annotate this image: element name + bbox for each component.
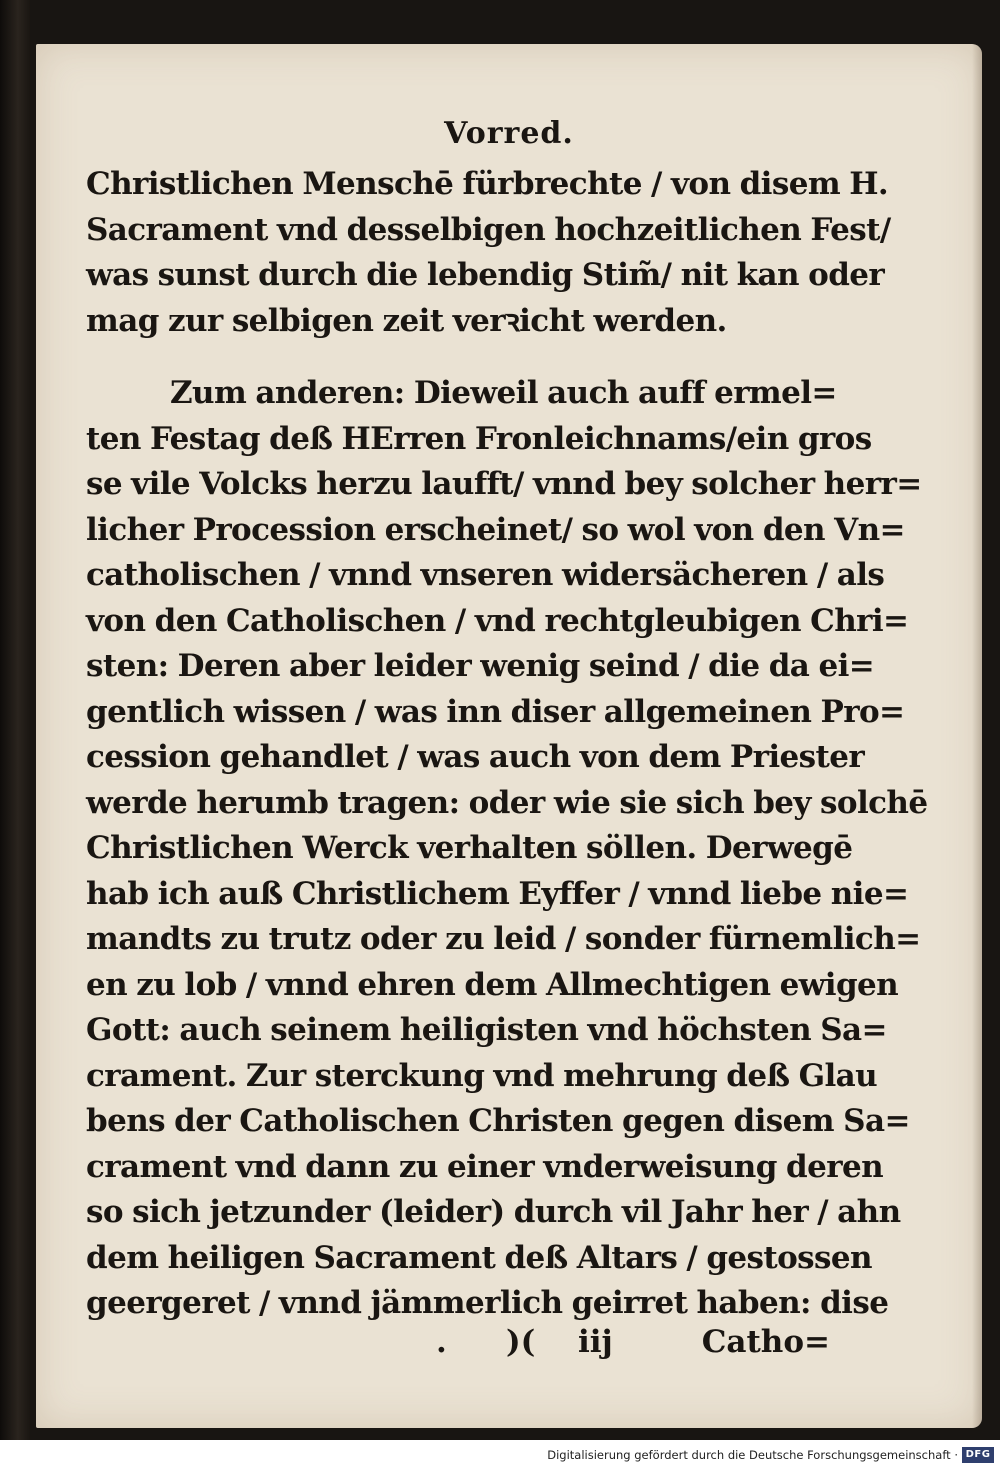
- text-line: dem heiligen Sacrament deß Altars / gestossen: [86, 1239, 872, 1276]
- page-edge-shadow: [972, 44, 982, 1428]
- text-line: cession gehandlet / was auch von dem Priester: [86, 739, 865, 775]
- footer-bar: [0, 1440, 1000, 1472]
- text-line: werde herumb tragen: oder wie sie sich bey solchē: [86, 784, 928, 821]
- text-line: gentlich wissen / was inn diser allgemeinen Pro=: [86, 693, 905, 730]
- book-page: [36, 44, 982, 1428]
- signature-mark: )(: [506, 1324, 536, 1360]
- book-spine-edge: [0, 0, 30, 1440]
- text-line: mag zur selbigen zeit verꝛicht werden.: [86, 302, 727, 339]
- dfg-logo: DFG: [962, 1447, 994, 1463]
- text-line: crament. Zur sterckung vnd mehrung deß Glau: [86, 1057, 878, 1094]
- text-line: crament vnd dann zu einer vnderweisung deren: [86, 1148, 884, 1185]
- text-line: se vile Volcks herzu laufft/ vnnd bey solcher herr=: [86, 466, 922, 502]
- text-line: Sacrament vnd desselbigen hochzeitlichen Fest/: [86, 211, 891, 248]
- text-line: mandts zu trutz oder zu leid / sonder fürnemlich=: [86, 921, 921, 957]
- text-line: sten: Deren aber leider wenig seind / die da ei=: [86, 648, 875, 684]
- text-line: en zu lob / vnnd ehren dem Allmechtigen ewigen: [86, 966, 899, 1003]
- text-line: ten Festag deß HErren Fronleichnams/ein gros: [86, 420, 872, 457]
- running-head: Vorred.: [444, 116, 574, 151]
- signature-leaf-number: iij: [578, 1324, 613, 1360]
- text-line: von den Catholischen / vnd rechtgleubigen Chri=: [86, 602, 909, 639]
- text-line: Gott: auch seinem heiligisten vnd höchsten Sa=: [86, 1012, 887, 1048]
- text-line: was sunst durch die lebendig Stim̃/ nit kan oder: [86, 257, 885, 293]
- signature-line: [86, 1322, 830, 1370]
- text-line: Christlichen Werck verhalten söllen. Derwegē: [86, 830, 853, 866]
- body-text: [86, 162, 928, 1327]
- text-line: licher Procession erscheinet/ so wol von den Vn=: [86, 511, 905, 548]
- text-line: hab ich auß Christlichem Eyffer / vnnd liebe nie=: [86, 875, 909, 912]
- text-line: bens der Catholischen Christen gegen disem Sa=: [86, 1103, 910, 1139]
- text-line: Zum anderen: Dieweil auch auff ermel=: [170, 375, 837, 411]
- paragraph-gap: [86, 344, 812, 371]
- signature-dot: .: [436, 1324, 447, 1360]
- funding-notice: Digitalisierung gefördert durch die Deutsche Forschungsgemeinschaft ·: [547, 1448, 958, 1462]
- text-line: so sich jetzunder (leider) durch vil Jahr her / ahn: [86, 1194, 901, 1230]
- catchword: Catho=: [701, 1324, 830, 1360]
- text-line: catholischen / vnnd vnseren widersächeren / als: [86, 557, 885, 593]
- text-line: Christlichen Menschē fürbrechte / von disem H.: [86, 166, 889, 202]
- text-line: geergeret / vnnd jämmerlich geirret haben: dise: [86, 1285, 889, 1321]
